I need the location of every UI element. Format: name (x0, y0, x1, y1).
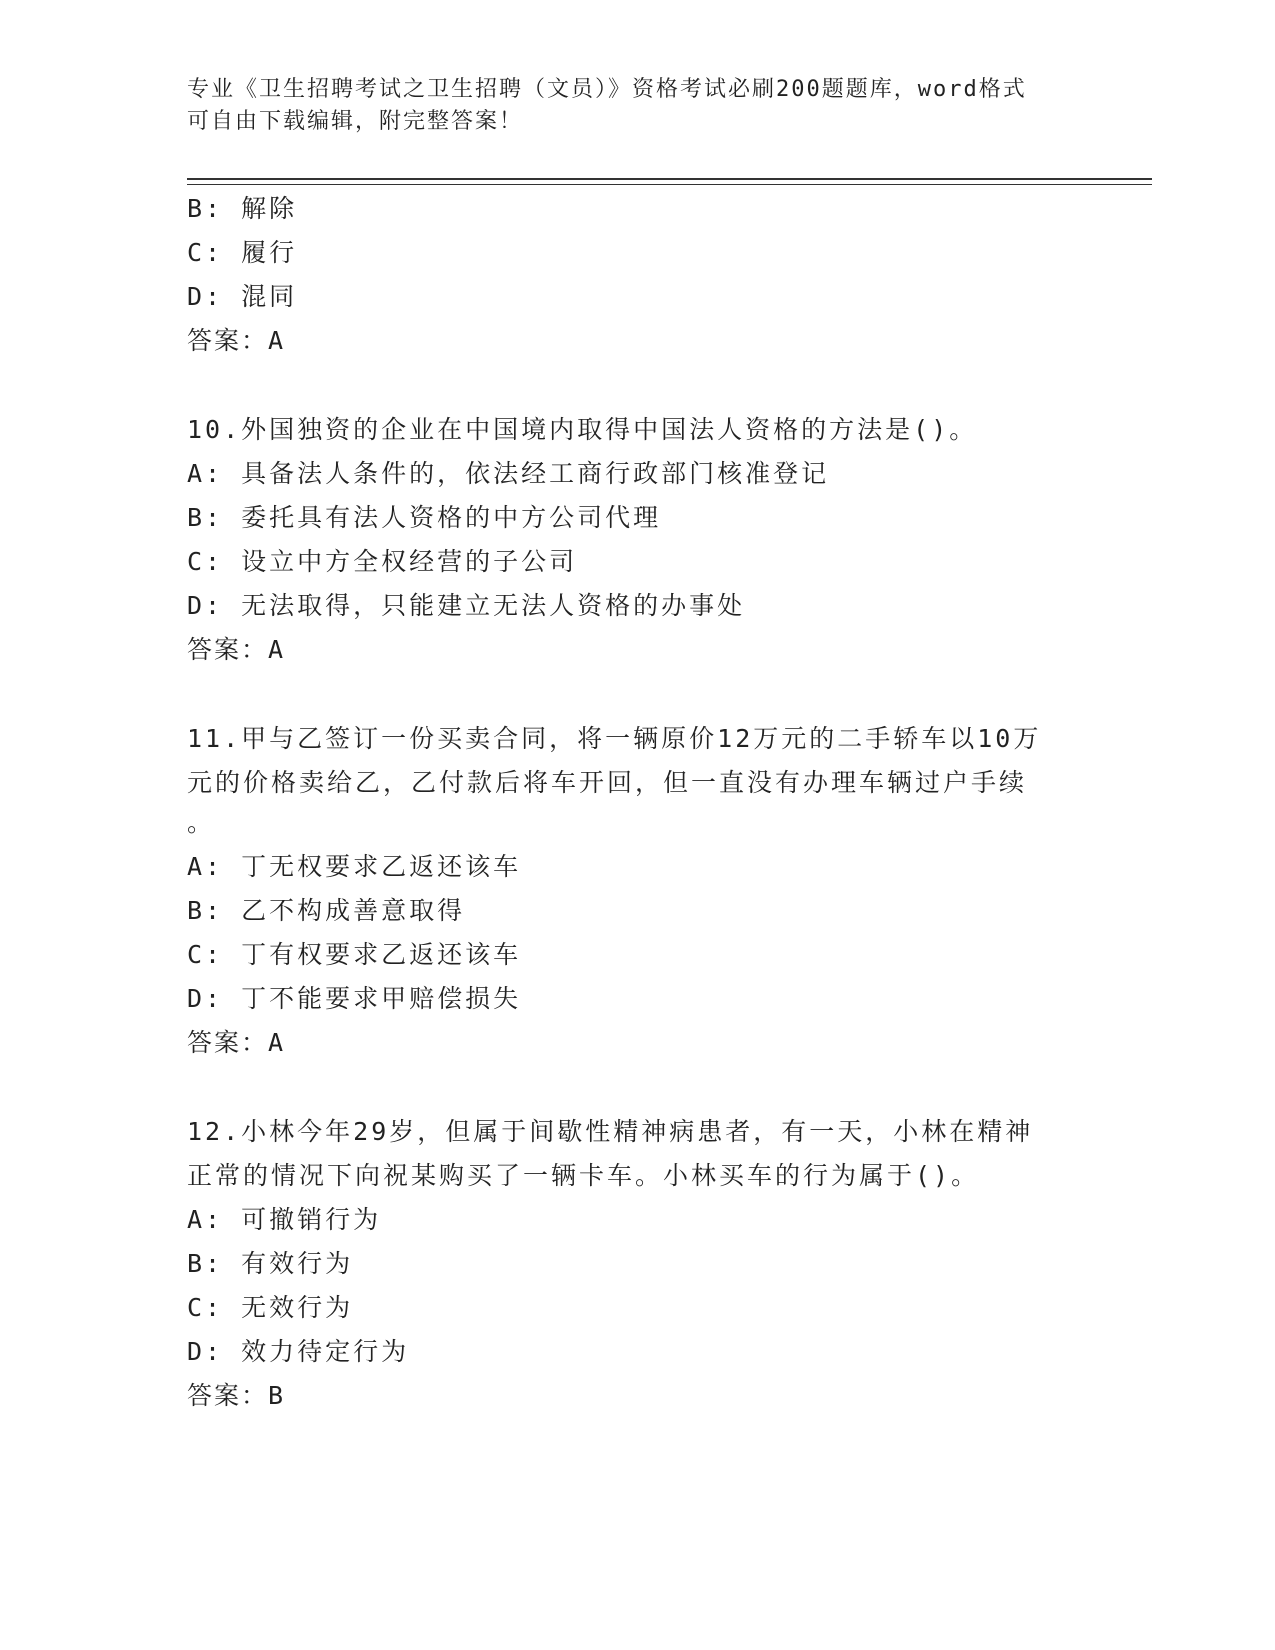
q11-option-c: C: 丁有权要求乙返还该车 (187, 940, 522, 969)
q12-option-c: C: 无效行为 (187, 1293, 354, 1322)
q10-answer: 答案：A (187, 635, 286, 664)
q10-question: 10.外国独资的企业在中国境内取得中国法人资格的方法是()。 (187, 415, 978, 444)
document-header (187, 74, 1067, 138)
q9-option-d: D: 混同 (187, 282, 298, 311)
q11-question-line-2: 元的价格卖给乙，乙付款后将车开回，但一直没有办理车辆过户手续 (187, 768, 1028, 797)
q12-option-d: D: 效力待定行为 (187, 1337, 410, 1366)
q12-question-line-2: 正常的情况下向祝某购买了一辆卡车。小林买车的行为属于()。 (187, 1161, 980, 1190)
q11-option-a: A: 丁无权要求乙返还该车 (187, 852, 522, 881)
q11-option-b: B: 乙不构成善意取得 (187, 896, 466, 925)
q11-answer: 答案：A (187, 1028, 286, 1057)
q11-question-line-3: 。 (187, 808, 216, 837)
header-divider-thick (187, 178, 1152, 180)
q11-option-d: D: 丁不能要求甲赔偿损失 (187, 984, 522, 1013)
header-divider-thin (187, 184, 1152, 185)
q10-option-b: B: 委托具有法人资格的中方公司代理 (187, 503, 662, 532)
q11-question-line-1: 11.甲与乙签订一份买卖合同，将一辆原价12万元的二手轿车以10万 (187, 724, 1042, 753)
q12-option-b: B: 有效行为 (187, 1249, 354, 1278)
q12-answer: 答案：B (187, 1381, 286, 1410)
header-line-1: 专业《卫生招聘考试之卫生招聘（文员）》资格考试必刷200题题库，word格式 (187, 77, 1027, 102)
q9-answer: 答案：A (187, 326, 286, 355)
q9-option-c: C: 履行 (187, 238, 298, 267)
header-line-2: 可自由下载编辑，附完整答案！ (187, 109, 524, 134)
q12-question-line-1: 12.小林今年29岁，但属于间歇性精神病患者，有一天，小林在精神 (187, 1117, 1034, 1146)
q10-option-d: D: 无法取得，只能建立无法人资格的办事处 (187, 591, 746, 620)
q9-option-b: B: 解除 (187, 194, 298, 223)
q12-option-a: A: 可撤销行为 (187, 1205, 382, 1234)
q10-option-c: C: 设立中方全权经营的子公司 (187, 547, 578, 576)
q10-option-a: A: 具备法人条件的，依法经工商行政部门核准登记 (187, 459, 830, 488)
